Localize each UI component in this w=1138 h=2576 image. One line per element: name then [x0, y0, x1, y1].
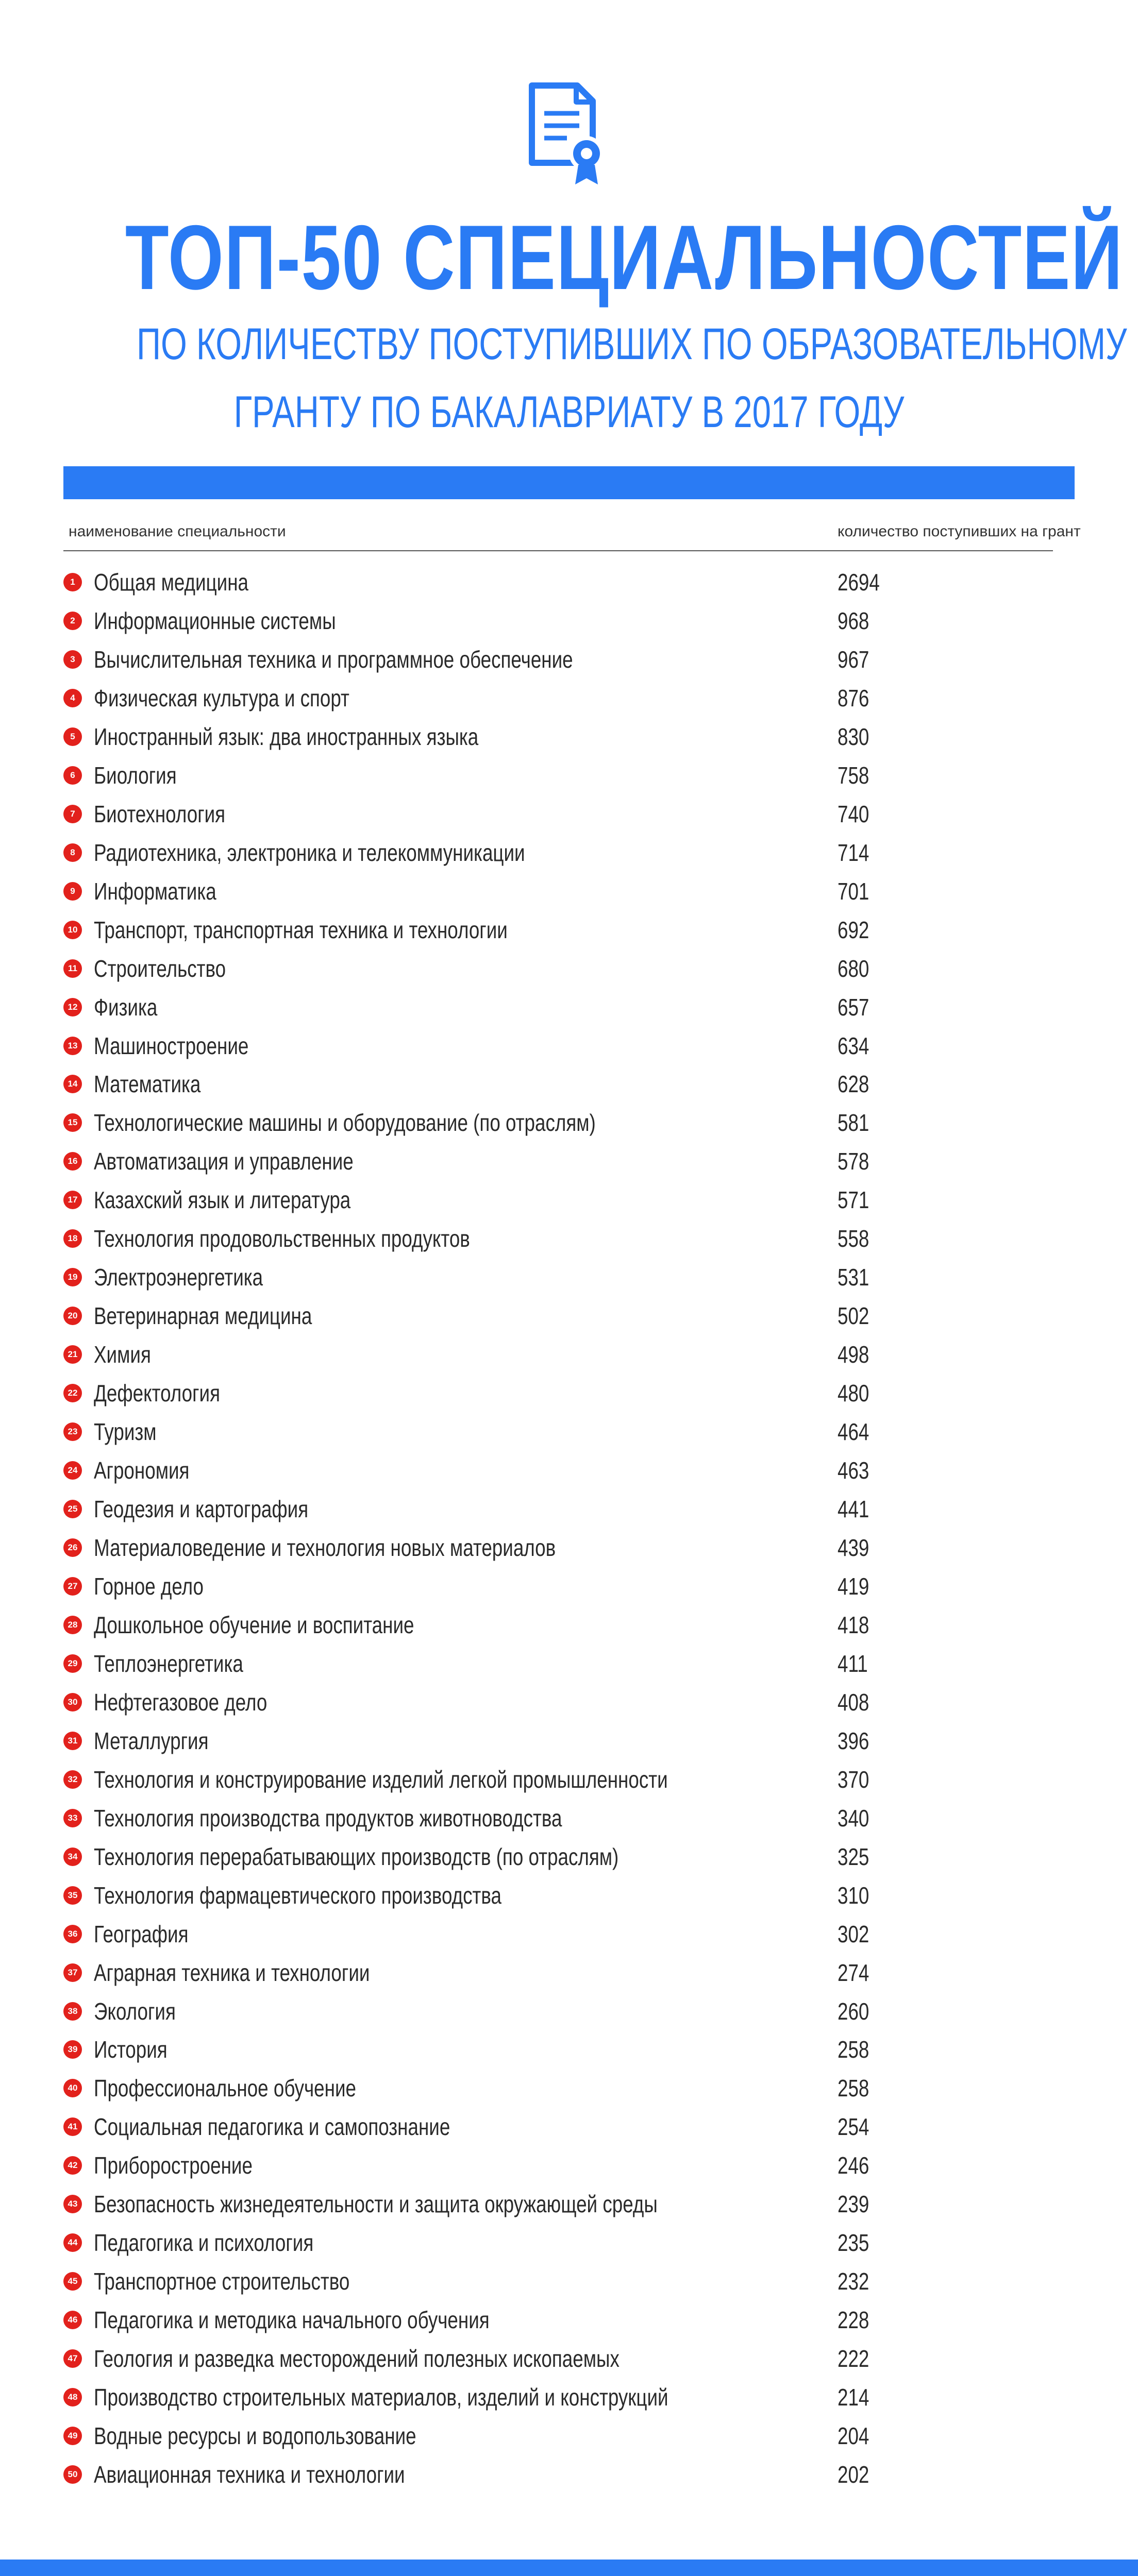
specialty-name: География [94, 1920, 189, 1947]
column-header-value: количество поступивших на грант [838, 523, 1081, 540]
specialty-name: Металлургия [94, 1727, 209, 1754]
specialty-name: Теплоэнергетика [94, 1650, 243, 1677]
table-row [0, 1142, 1138, 1180]
table-row [0, 1103, 1138, 1142]
table-row [0, 2069, 1138, 2107]
grant-count: 571 [838, 1187, 869, 1214]
specialty-name: Биология [94, 761, 177, 789]
table-row [0, 601, 1138, 640]
page-subtitle-line1: ПО КОЛИЧЕСТВУ ПОСТУПИВШИХ ПО ОБРАЗОВАТЕЛЬНОМУ [136, 319, 1127, 369]
table-row [0, 1374, 1138, 1412]
specialty-name: Технология производства продуктов животноводства [94, 1804, 562, 1832]
specialty-name: Ветеринарная медицина [94, 1302, 312, 1330]
specialty-name: Агрономия [94, 1457, 190, 1484]
table-row [0, 1876, 1138, 1914]
specialty-name: Туризм [94, 1418, 157, 1446]
specialty-name: Социальная педагогика и самопознание [94, 2113, 450, 2141]
table-row [0, 1837, 1138, 1876]
specialty-name: Геодезия и картография [94, 1496, 309, 1523]
grant-count: 246 [838, 2152, 869, 2179]
rank-badge: 43 [63, 2195, 82, 2213]
specialty-name: Аграрная техника и технологии [94, 1959, 370, 1986]
grant-count: 464 [838, 1418, 869, 1446]
grant-count: 628 [838, 1071, 869, 1098]
table-row [0, 1953, 1138, 1992]
grant-count: 463 [838, 1457, 869, 1484]
table-row [0, 1567, 1138, 1605]
specialty-name: Технология перерабатывающих производств (по отраслям) [94, 1843, 619, 1870]
specialty-name: Экология [94, 1997, 176, 2025]
table-row [0, 910, 1138, 949]
table-row [0, 1219, 1138, 1258]
specialty-name: Технология продовольственных продуктов [94, 1225, 470, 1252]
rank-badge: 8 [63, 843, 82, 862]
grant-count: 222 [838, 2345, 869, 2372]
grant-count: 876 [838, 684, 869, 711]
grant-count: 498 [838, 1341, 869, 1368]
grant-count: 396 [838, 1727, 869, 1754]
rank-badge: 5 [63, 727, 82, 746]
rank-badge: 16 [63, 1152, 82, 1171]
grant-count: 302 [838, 1920, 869, 1947]
specialty-name: Автоматизация и управление [94, 1148, 354, 1175]
table-row [0, 1412, 1138, 1451]
table-row [0, 1799, 1138, 1837]
table-row [0, 1528, 1138, 1567]
specialty-name: Общая медицина [94, 569, 249, 596]
grant-count: 581 [838, 1109, 869, 1137]
table-row [0, 2184, 1138, 2223]
rank-badge: 15 [63, 1113, 82, 1132]
rank-badge: 36 [63, 1925, 82, 1943]
specialty-name: Технологические машины и оборудование (по отраслям) [94, 1109, 596, 1137]
specialty-name: История [94, 2036, 168, 2063]
specialty-name: Геология и разведка месторождений полезных ископаемых [94, 2345, 620, 2372]
grant-count: 325 [838, 1843, 869, 1870]
grant-count: 214 [838, 2384, 869, 2411]
grant-count: 232 [838, 2268, 869, 2295]
specialty-name: Педагогика и методика начального обучения [94, 2307, 490, 2334]
rank-badge: 44 [63, 2233, 82, 2252]
specialty-name: Нефтегазовое дело [94, 1688, 267, 1716]
rank-badge: 33 [63, 1809, 82, 1827]
rank-badge: 25 [63, 1500, 82, 1518]
specialty-name: Материаловедение и технология новых материалов [94, 1534, 556, 1561]
specialty-name: Информатика [94, 877, 216, 905]
rank-badge: 9 [63, 882, 82, 901]
specialty-name: Машиностроение [94, 1032, 249, 1059]
rank-badge: 30 [63, 1693, 82, 1711]
rank-badge: 23 [63, 1422, 82, 1441]
grant-count: 967 [838, 646, 869, 673]
rank-badge: 29 [63, 1654, 82, 1673]
rank-badge: 24 [63, 1461, 82, 1480]
table-row [0, 872, 1138, 910]
table-row [0, 2107, 1138, 2146]
grant-count: 830 [838, 723, 869, 750]
rank-badge: 32 [63, 1770, 82, 1789]
table-row [0, 2030, 1138, 2069]
specialty-name: Казахский язык и литература [94, 1187, 351, 1214]
table-row [0, 2416, 1138, 2455]
table-row [0, 1258, 1138, 1296]
table-row [0, 1644, 1138, 1683]
rank-badge: 28 [63, 1616, 82, 1634]
table-row [0, 794, 1138, 833]
table-row [0, 1683, 1138, 1721]
rank-badge: 20 [63, 1307, 82, 1325]
rank-badge: 12 [63, 998, 82, 1016]
specialty-name: Профессиональное обучение [94, 2075, 356, 2102]
grant-count: 441 [838, 1496, 869, 1523]
table-row [0, 2223, 1138, 2262]
specialty-name: Химия [94, 1341, 151, 1368]
table-row [0, 679, 1138, 717]
rank-badge: 14 [63, 1075, 82, 1093]
grant-count: 239 [838, 2191, 869, 2218]
footer-bar [0, 2560, 1138, 2576]
specialty-name: Водные ресурсы и водопользование [94, 2422, 416, 2450]
table-row [0, 1721, 1138, 1760]
specialty-name: Дефектология [94, 1380, 221, 1407]
specialty-name: Авиационная техника и технологии [94, 2461, 405, 2488]
rank-badge: 22 [63, 1384, 82, 1402]
table-row [0, 1296, 1138, 1335]
column-header-name: наименование специальности [69, 523, 286, 540]
specialty-name: Вычислительная техника и программное обеспечение [94, 646, 573, 673]
specialty-name: Горное дело [94, 1572, 204, 1600]
rank-badge: 46 [63, 2311, 82, 2329]
rank-badge: 39 [63, 2040, 82, 2059]
table-row [0, 2300, 1138, 2339]
table-row [0, 1335, 1138, 1374]
grant-count: 258 [838, 2036, 869, 2063]
rank-badge: 3 [63, 650, 82, 669]
grant-count: 439 [838, 1534, 869, 1561]
specialty-name: Физическая культура и спорт [94, 684, 349, 711]
grant-count: 370 [838, 1766, 869, 1793]
rank-badge: 6 [63, 766, 82, 785]
grant-count: 692 [838, 916, 869, 943]
rank-badge: 2 [63, 612, 82, 630]
grant-count: 204 [838, 2422, 869, 2450]
grant-count: 202 [838, 2461, 869, 2488]
rank-badge: 21 [63, 1345, 82, 1364]
grant-count: 228 [838, 2307, 869, 2334]
grant-count: 235 [838, 2229, 869, 2257]
specialty-name: Радиотехника, электроника и телекоммуникации [94, 839, 525, 866]
specialty-name: Технология и конструирование изделий легкой промышленности [94, 1766, 668, 1793]
table-row [0, 756, 1138, 794]
specialty-name: Технология фармацевтического производства [94, 1882, 501, 1909]
grant-count: 340 [838, 1804, 869, 1832]
rank-badge: 13 [63, 1037, 82, 1055]
table-row [0, 1064, 1138, 1103]
grant-count: 578 [838, 1148, 869, 1175]
rank-badge: 38 [63, 2002, 82, 2021]
specialty-name: Физика [94, 993, 158, 1021]
grant-count: 657 [838, 993, 869, 1021]
grant-count: 480 [838, 1380, 869, 1407]
page-subtitle-line2: ГРАНТУ ПО БАКАЛАВРИАТУ В 2017 ГОДУ [233, 387, 905, 437]
grant-count: 634 [838, 1032, 869, 1059]
grant-count: 701 [838, 877, 869, 905]
rank-badge: 34 [63, 1848, 82, 1866]
table-row [0, 2339, 1138, 2378]
rank-badge: 18 [63, 1229, 82, 1248]
specialty-name: Педагогика и психология [94, 2229, 314, 2257]
grant-count: 740 [838, 800, 869, 827]
grant-count: 968 [838, 607, 869, 634]
rank-badge: 49 [63, 2427, 82, 2445]
rank-badge: 42 [63, 2156, 82, 2175]
grant-count: 418 [838, 1611, 869, 1638]
specialty-name: Производство строительных материалов, изделий и конструкций [94, 2384, 668, 2411]
table-row [0, 988, 1138, 1026]
specialty-name: Иностранный язык: два иностранных языка [94, 723, 479, 750]
rank-badge: 26 [63, 1538, 82, 1557]
grant-count: 254 [838, 2113, 869, 2141]
table-row [0, 949, 1138, 988]
grant-count: 260 [838, 1997, 869, 2025]
table-row [0, 1760, 1138, 1799]
table-row [0, 2378, 1138, 2416]
grant-count: 2694 [838, 569, 880, 596]
table-row [0, 640, 1138, 679]
specialty-name: Биотехнология [94, 800, 226, 827]
grant-count: 310 [838, 1882, 869, 1909]
table-row [0, 1914, 1138, 1953]
grant-count: 714 [838, 839, 869, 866]
rank-badge: 40 [63, 2079, 82, 2097]
specialty-name: Строительство [94, 955, 226, 982]
table-row [0, 1489, 1138, 1528]
specialty-name: Безопасность жизнедеятельности и защита окружающей среды [94, 2191, 658, 2218]
rank-badge: 35 [63, 1886, 82, 1905]
specialty-name: Транспортное строительство [94, 2268, 350, 2295]
grant-count: 680 [838, 955, 869, 982]
rank-badge: 1 [63, 573, 82, 591]
rank-badge: 27 [63, 1577, 82, 1596]
grant-count: 558 [838, 1225, 869, 1252]
table-row [0, 1992, 1138, 2030]
grant-count: 408 [838, 1688, 869, 1716]
specialty-name: Дошкольное обучение и воспитание [94, 1611, 414, 1638]
grant-count: 531 [838, 1264, 869, 1291]
rank-badge: 10 [63, 921, 82, 939]
rank-badge: 19 [63, 1268, 82, 1286]
table-row [0, 717, 1138, 756]
rank-badge: 45 [63, 2272, 82, 2291]
grant-count: 274 [838, 1959, 869, 1986]
rank-badge: 50 [63, 2465, 82, 2484]
specialty-name: Транспорт, транспортная техника и технологии [94, 916, 508, 943]
specialty-name: Приборостроение [94, 2152, 253, 2179]
grant-count: 758 [838, 761, 869, 789]
table-row [0, 1605, 1138, 1644]
grant-count: 258 [838, 2075, 869, 2102]
specialty-name: Электроэнергетика [94, 1264, 263, 1291]
table-row [0, 1180, 1138, 1219]
rank-badge: 47 [63, 2349, 82, 2368]
rank-badge: 7 [63, 805, 82, 823]
rank-badge: 37 [63, 1963, 82, 1982]
table-row [0, 2455, 1138, 2494]
table-row [0, 563, 1138, 601]
page-title: ТОП-50 СПЕЦИАЛЬНОСТЕЙ [125, 206, 1124, 309]
specialty-name: Математика [94, 1071, 201, 1098]
rank-badge: 41 [63, 2117, 82, 2136]
rank-badge: 17 [63, 1191, 82, 1209]
rank-badge: 4 [63, 689, 82, 707]
grant-count: 411 [838, 1650, 868, 1677]
specialty-name: Информационные системы [94, 607, 336, 634]
rank-badge: 11 [63, 959, 82, 978]
table-row [0, 1026, 1138, 1065]
grant-count: 419 [838, 1572, 869, 1600]
table-row [0, 1451, 1138, 1489]
rank-badge: 48 [63, 2388, 82, 2406]
table-row [0, 2262, 1138, 2300]
rank-badge: 31 [63, 1732, 82, 1750]
table-row [0, 2146, 1138, 2184]
grant-count: 502 [838, 1302, 869, 1330]
table-row [0, 833, 1138, 872]
